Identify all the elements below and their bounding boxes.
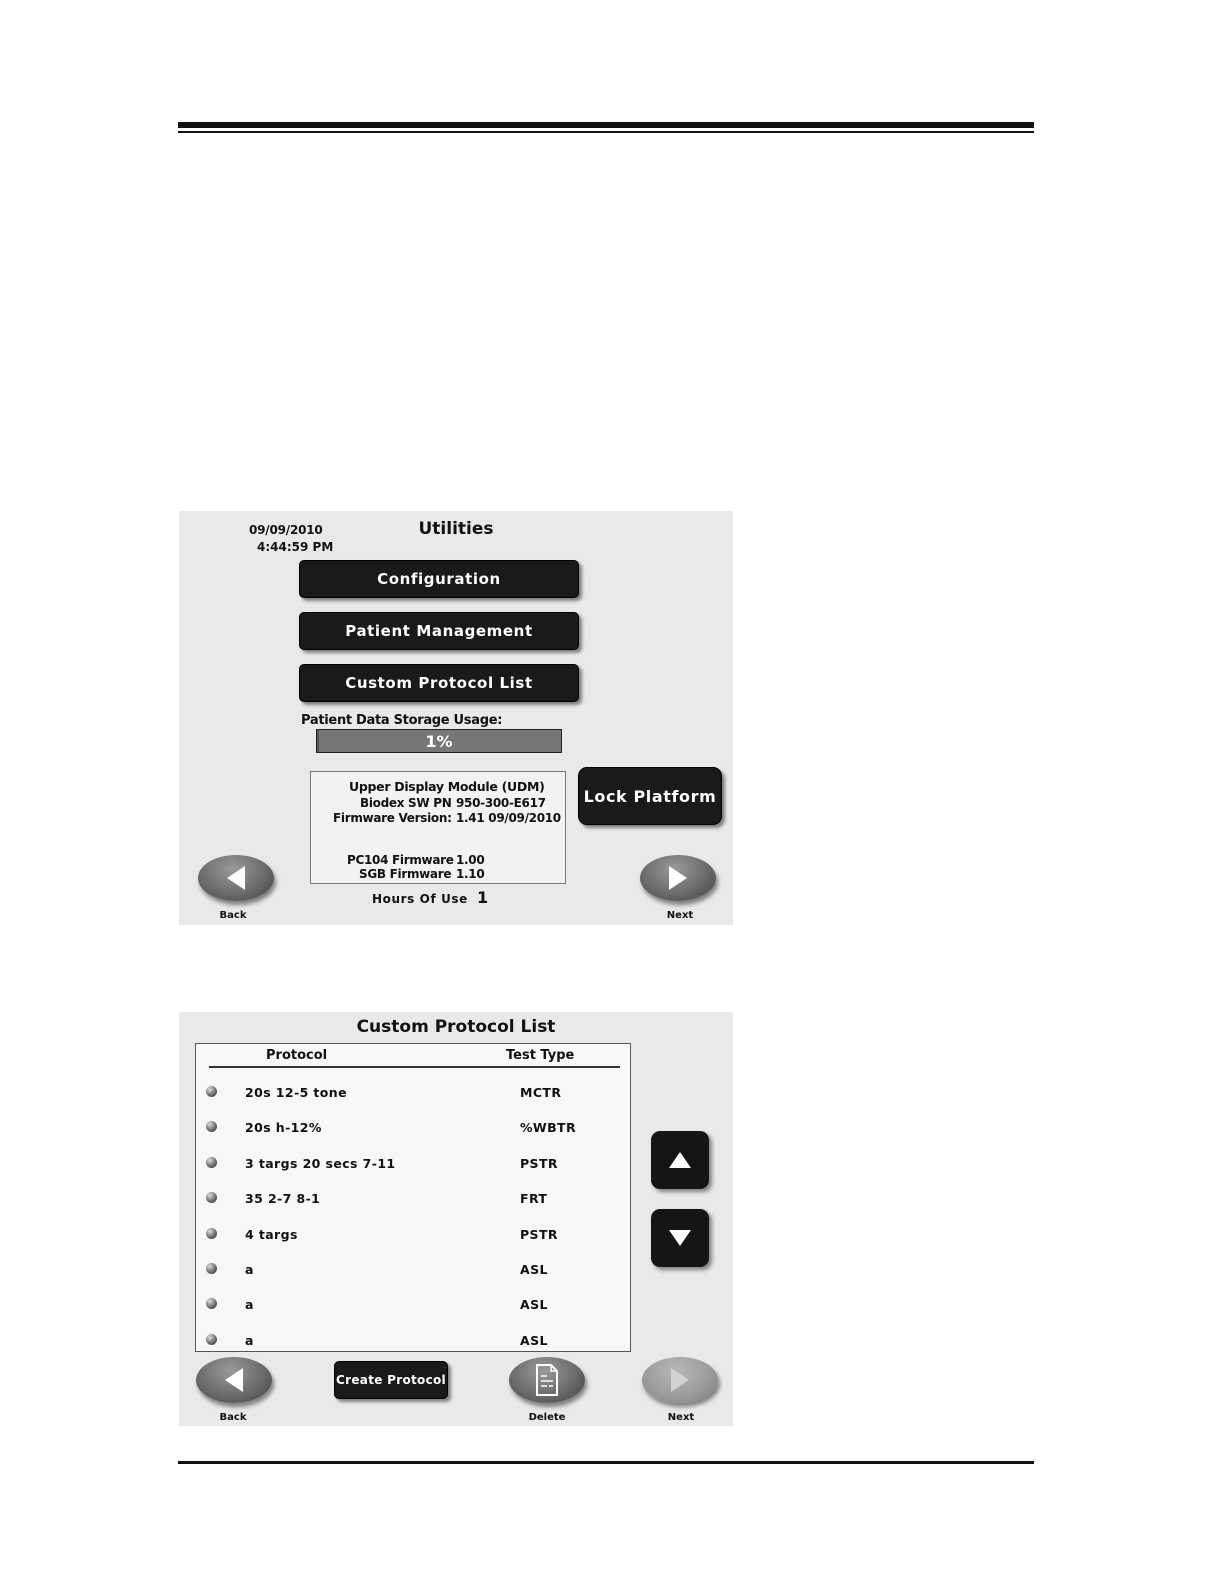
utilities-title: Utilities bbox=[418, 519, 494, 539]
protocol-list bbox=[195, 1043, 631, 1352]
date-display: 09/09/2010 bbox=[249, 523, 323, 537]
delete-label: Delete bbox=[528, 1412, 566, 1423]
test-type: %WBTR bbox=[520, 1120, 576, 1135]
header-rule-thick bbox=[178, 122, 1034, 128]
firmware-version-value: 1.41 09/09/2010 bbox=[456, 811, 561, 825]
arrow-right-icon bbox=[669, 1367, 691, 1393]
arrow-down-icon bbox=[668, 1229, 692, 1247]
custom-protocol-list-screen bbox=[179, 1012, 733, 1426]
udm-label: Upper Display Module (UDM) bbox=[349, 779, 545, 794]
bullet-icon bbox=[206, 1121, 217, 1132]
bullet-icon bbox=[206, 1157, 217, 1168]
protocol-name: 20s h-12% bbox=[245, 1120, 322, 1135]
next-button[interactable] bbox=[642, 1357, 718, 1403]
header-divider bbox=[209, 1066, 620, 1068]
lock-platform-button[interactable]: Lock Platform bbox=[578, 767, 722, 825]
next-button[interactable] bbox=[640, 855, 716, 901]
next-label: Next bbox=[666, 910, 694, 921]
hours-of-use-label: Hours Of Use bbox=[372, 892, 468, 906]
test-type: PSTR bbox=[520, 1227, 558, 1242]
time-display: 4:44:59 PM bbox=[257, 540, 334, 554]
sgb-firmware-value: 1.10 bbox=[456, 867, 485, 881]
protocol-name: a bbox=[245, 1262, 254, 1277]
create-protocol-button[interactable]: Create Protocol bbox=[334, 1361, 448, 1399]
patient-management-button[interactable]: Patient Management bbox=[299, 612, 579, 650]
bullet-icon bbox=[206, 1192, 217, 1203]
sw-pn-value: 950-300-E617 bbox=[456, 796, 546, 810]
pc104-firmware-label: PC104 Firmware bbox=[347, 853, 454, 867]
back-label: Back bbox=[219, 1412, 247, 1423]
version-info-box bbox=[310, 771, 566, 884]
bullet-icon bbox=[206, 1334, 217, 1345]
bullet-icon bbox=[206, 1228, 217, 1239]
arrow-left-icon bbox=[223, 1367, 245, 1393]
list-item[interactable] bbox=[196, 1154, 630, 1178]
list-item[interactable] bbox=[196, 1295, 630, 1319]
storage-usage-label: Patient Data Storage Usage: bbox=[301, 713, 503, 728]
firmware-version-label: Firmware Version: bbox=[333, 811, 452, 825]
protocol-name: 35 2-7 8-1 bbox=[245, 1191, 321, 1206]
protocol-column-header: Protocol bbox=[266, 1048, 328, 1063]
list-item[interactable] bbox=[196, 1118, 630, 1142]
pc104-firmware-value: 1.00 bbox=[456, 853, 485, 867]
list-item[interactable] bbox=[196, 1225, 630, 1249]
sgb-firmware-label: SGB Firmware bbox=[359, 867, 452, 881]
custom-protocol-list-title: Custom Protocol List bbox=[356, 1017, 556, 1037]
test-type: FRT bbox=[520, 1191, 548, 1206]
test-type: PSTR bbox=[520, 1156, 558, 1171]
configuration-button[interactable]: Configuration bbox=[299, 560, 579, 598]
bullet-icon bbox=[206, 1086, 217, 1097]
header-rule-thin bbox=[178, 131, 1034, 133]
back-label: Back bbox=[219, 910, 247, 921]
test-type: ASL bbox=[520, 1297, 548, 1312]
test-type: MCTR bbox=[520, 1085, 562, 1100]
delete-document-icon bbox=[534, 1364, 560, 1396]
next-label: Next bbox=[667, 1412, 695, 1423]
protocol-name: 4 targs bbox=[245, 1227, 298, 1242]
storage-usage-bar bbox=[316, 729, 562, 753]
test-type: ASL bbox=[520, 1262, 548, 1277]
test-type-column-header: Test Type bbox=[506, 1048, 575, 1063]
custom-protocol-list-button[interactable]: Custom Protocol List bbox=[299, 664, 579, 702]
protocol-name: 3 targs 20 secs 7-11 bbox=[245, 1156, 396, 1171]
list-item[interactable] bbox=[196, 1189, 630, 1213]
storage-usage-value: 1% bbox=[425, 732, 453, 751]
back-button[interactable] bbox=[196, 1357, 272, 1403]
hours-of-use-value: 1 bbox=[477, 888, 489, 907]
bullet-icon bbox=[206, 1298, 217, 1309]
scroll-up-button[interactable] bbox=[651, 1131, 709, 1189]
list-item[interactable] bbox=[196, 1331, 630, 1355]
arrow-up-icon bbox=[668, 1151, 692, 1169]
list-item[interactable] bbox=[196, 1260, 630, 1284]
utilities-screen bbox=[179, 511, 733, 925]
arrow-left-icon bbox=[225, 865, 247, 891]
footer-rule bbox=[178, 1461, 1034, 1464]
delete-button[interactable] bbox=[509, 1357, 585, 1403]
protocol-name: 20s 12-5 tone bbox=[245, 1085, 347, 1100]
protocol-name: a bbox=[245, 1333, 254, 1348]
bullet-icon bbox=[206, 1263, 217, 1274]
sw-pn-label: Biodex SW PN bbox=[360, 796, 452, 810]
scroll-down-button[interactable] bbox=[651, 1209, 709, 1267]
protocol-name: a bbox=[245, 1297, 254, 1312]
test-type: ASL bbox=[520, 1333, 548, 1348]
list-item[interactable] bbox=[196, 1083, 630, 1107]
back-button[interactable] bbox=[198, 855, 274, 901]
arrow-right-icon bbox=[667, 865, 689, 891]
